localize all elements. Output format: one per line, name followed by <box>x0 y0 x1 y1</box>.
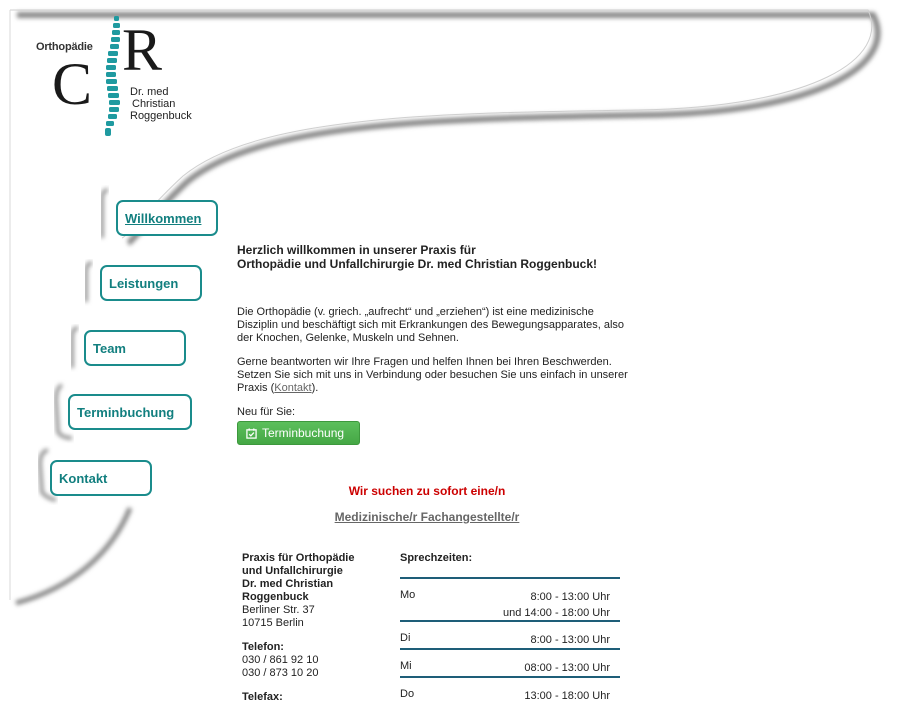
address-street: Berliner Str. 37 <box>242 604 315 616</box>
welcome-heading: Herzlich willkommen in unserer Praxis für Orthopädie und Unfallchirurgie Dr. med Christian Roggenbuck! <box>237 243 598 271</box>
practice-logo[interactable] <box>30 14 200 139</box>
fax-label: Telefax: <box>242 691 283 703</box>
logo-initial-r: R <box>122 17 163 83</box>
nav-willkommen[interactable]: Willkommen <box>116 200 218 236</box>
logo-initial-c: C <box>52 51 93 117</box>
nav-terminbuchung[interactable]: Terminbuchung <box>68 394 192 430</box>
new-for-you-label: Neu für Sie: <box>237 406 296 418</box>
hours-row-do: Do 13:00 - 18:00 Uhr <box>400 676 620 704</box>
job-position-link[interactable]: Medizinische/r Fachangestellte/r <box>334 510 520 524</box>
calendar-check-icon <box>246 428 257 439</box>
kontakt-link[interactable]: Kontakt <box>274 382 312 394</box>
opening-hours-title: Sprechzeiten: <box>400 552 473 564</box>
job-headline: Wir suchen zu sofort eine/n <box>348 484 506 498</box>
phone-number-2: 030 / 873 10 20 <box>242 667 319 679</box>
practice-address: Praxis für Orthopädie und Unfallchirurgie Dr. med Christian Roggenbuck Berliner Str. 37 10715 Berlin Telefon: 030 / 861 92 10 030 / 873 10 20 Telefax: <box>242 552 382 704</box>
logo-ortho-text: Orthopädie <box>36 41 93 53</box>
main-content <box>237 243 632 419</box>
hours-row-mi: Mi 08:00 - 13:00 Uhr <box>400 648 620 676</box>
opening-hours <box>400 552 620 704</box>
intro-paragraph: Die Orthopädie (v. griech. „aufrecht“ und „erziehen“) ist eine medizinische Disziplin und beschäftigt sich mit Erkrankungen des Bewegungsapparates, also der Knochen, Gelenke, Muskeln und Sehnen. <box>237 306 625 344</box>
logo-doctor-name: Dr. med Christian Roggenbuck <box>130 86 192 122</box>
nav-team[interactable]: Team <box>84 330 186 366</box>
nav-leistungen[interactable]: Leistungen <box>100 265 202 301</box>
terminbuchung-button-label: Terminbuchung <box>262 426 345 440</box>
nav-kontakt[interactable]: Kontakt <box>50 460 152 496</box>
terminbuchung-button[interactable] <box>237 421 360 445</box>
hours-row-mo: Mo 8:00 - 13:00 Uhr und 14:00 - 18:00 Uhr <box>400 577 620 620</box>
phone-label: Telefon: <box>242 641 284 653</box>
hours-row-di: Di 8:00 - 13:00 Uhr <box>400 620 620 648</box>
contact-paragraph: Gerne beantworten wir Ihre Fragen und helfen Ihnen bei Ihren Beschwerden. Setzen Sie sich mit uns in Verbindung oder besuchen Sie uns einfach in unserer Praxis (Kontakt). <box>237 356 628 394</box>
phone-number-1: 030 / 861 92 10 <box>242 654 319 666</box>
address-city: 10715 Berlin <box>242 617 304 629</box>
